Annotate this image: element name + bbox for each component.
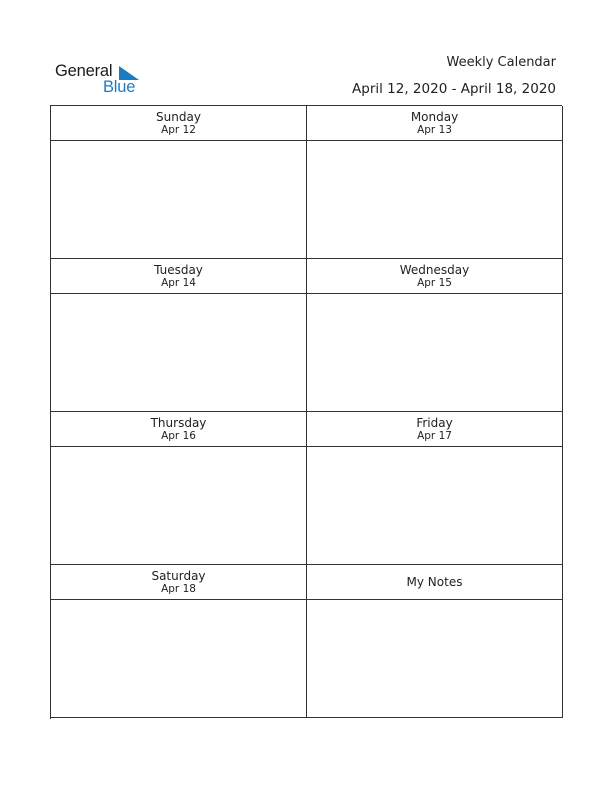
day-name: Monday: [410, 110, 459, 124]
day-header: [51, 259, 306, 294]
day-header: [307, 412, 562, 447]
day-name: Tuesday: [154, 263, 203, 277]
day-header: [51, 565, 306, 600]
day-cell-wednesday: [307, 259, 563, 412]
calendar-grid: [50, 105, 562, 719]
day-date: Apr 12: [161, 124, 196, 136]
day-writing-area: [51, 600, 306, 717]
day-date: Apr 14: [161, 277, 196, 289]
day-date: Apr 16: [161, 430, 196, 442]
day-cell-tuesday: [51, 259, 307, 412]
day-date: Apr 13: [417, 124, 452, 136]
day-cell-sunday: [51, 106, 307, 259]
day-header: [307, 259, 562, 294]
notes-cell: [307, 565, 563, 718]
day-writing-area: [51, 141, 306, 258]
notes-header: [307, 565, 562, 600]
day-writing-area: [307, 294, 562, 411]
day-name: Saturday: [151, 569, 206, 583]
day-cell-thursday: [51, 412, 307, 565]
day-header: [307, 106, 562, 141]
logo-text-general: General: [55, 62, 113, 80]
logo-text-blue: Blue: [103, 78, 136, 96]
day-cell-saturday: [51, 565, 307, 718]
day-date: Apr 17: [417, 430, 452, 442]
day-writing-area: [51, 447, 306, 564]
day-name: Friday: [416, 416, 453, 430]
day-cell-monday: [307, 106, 563, 259]
day-writing-area: [307, 447, 562, 564]
day-name: Thursday: [150, 416, 207, 430]
general-blue-logo: [55, 62, 145, 98]
notes-title: My Notes: [406, 575, 463, 589]
day-date: Apr 15: [417, 277, 452, 289]
day-header: [51, 412, 306, 447]
notes-writing-area: [307, 600, 562, 717]
date-range: April 12, 2020 - April 18, 2020: [352, 81, 556, 97]
day-cell-friday: [307, 412, 563, 565]
day-name: Sunday: [156, 110, 201, 124]
page-title: Weekly Calendar: [446, 55, 556, 70]
day-header: [51, 106, 306, 141]
day-name: Wednesday: [399, 263, 470, 277]
day-date: Apr 18: [161, 583, 196, 595]
day-writing-area: [307, 141, 562, 258]
day-writing-area: [51, 294, 306, 411]
